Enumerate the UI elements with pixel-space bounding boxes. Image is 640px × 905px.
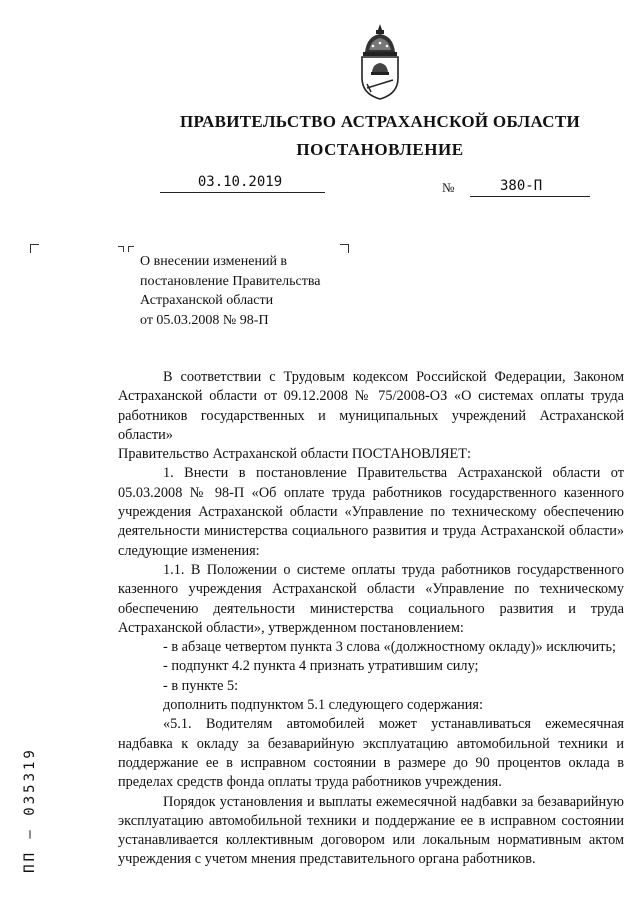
astrakhan-coat-of-arms-icon: [355, 22, 405, 100]
paragraph: - подпункт 4.2 пункта 4 признать утратившим силу;: [163, 658, 479, 675]
paragraph: «5.1. Водителям автомобилей может устанавливаться ежемесячная надбавка к окладу за безаварийную эксплуатацию автомобильной техники и поддержание ее в исправном состоянии в размере до 90 процентов оклада в пределах средств фонда оплаты труда работников учреждения.: [118, 716, 624, 791]
paragraph: В соответствии с Трудовым кодексом Российской Федерации, Законом Астраханской области от 09.12.2008 № 75/2008-ОЗ «О системах оплаты труда работников государственных и муниципальных учреждений Астраханской области»: [118, 369, 624, 443]
organization-title: ПРАВИТЕЛЬСТВО АСТРАХАНСКОЙ ОБЛАСТИ: [180, 112, 580, 131]
corner-mark: [30, 244, 39, 253]
serial-text: ПП – 035319: [22, 747, 38, 873]
corner-mark: [118, 246, 124, 252]
document-date: 03.10.2019: [197, 174, 283, 190]
paragraph: Правительство Астраханской области ПОСТАНОВЛЯЕТ:: [118, 446, 471, 463]
paragraph: - в пункте 5:: [163, 677, 239, 694]
paragraph: - в абзаце четвертом пункта 3 слова «(должностному окладу)» исключить;: [163, 639, 617, 656]
paragraph: 1.1. В Положении о системе оплаты труда работников государственного казенного учреждения Астраханской области «Управление по техническому обеспечению деятельности министерства социального развития и труда Астраханской области», утвержденном постановлением:: [118, 561, 624, 636]
number-sign: №: [442, 180, 455, 195]
subject-line: постановление Правительства: [140, 273, 321, 289]
subject-line: от 05.03.2008 № 98-П: [140, 312, 269, 328]
paragraph: дополнить подпунктом 5.1 следующего содержания:: [163, 697, 483, 714]
form-serial-number: [20, 740, 40, 880]
number-underline: [470, 196, 590, 197]
date-underline: [160, 192, 325, 193]
paragraph: 1. Внести в постановление Правительства Астраханской области от 05.03.2008 № 98-П «Об оплате труда работников государственного казенного учреждения Астраханской области «Управление по техническому обеспечению деятельности министерства социального развития и труда Астраханской области» следующие изменения:: [118, 465, 624, 559]
document-body: [118, 368, 624, 870]
document-type: ПОСТАНОВЛЕНИЕ: [296, 140, 464, 159]
corner-mark: [128, 246, 134, 252]
subject-line: Астраханской области: [140, 293, 274, 308]
document-subject: [140, 252, 390, 330]
document-number: 380-П: [500, 178, 543, 194]
subject-line: О внесении изменений в: [140, 254, 288, 269]
paragraph: Порядок установления и выплаты ежемесячной надбавки за безаварийную эксплуатацию автомобильной техники и поддержание ее в исправном состоянии устанавливается коллективным договором или локальным нормативным актом учреждения с учетом мнения представительного органа работников.: [118, 793, 624, 868]
